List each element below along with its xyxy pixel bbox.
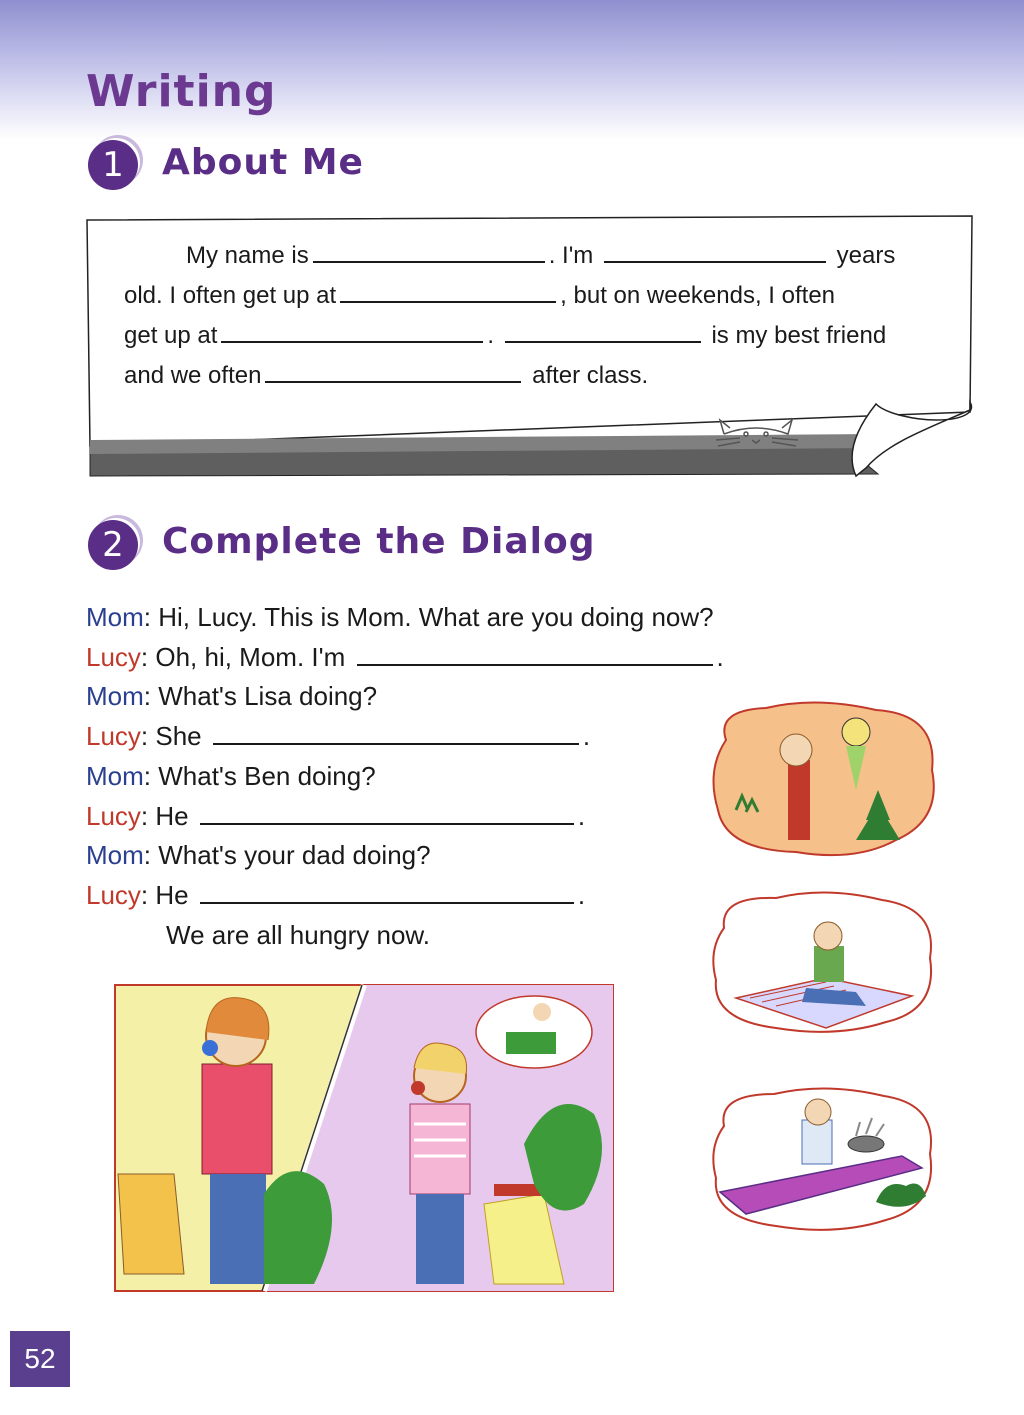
lisa-activity-blank[interactable] <box>213 723 579 745</box>
dialog-text: : What's Ben doing? <box>143 760 376 791</box>
text-get-up-at: get up at <box>124 322 218 349</box>
dialog-block <box>86 598 724 955</box>
section-2-title: Complete the Dialog <box>162 521 596 562</box>
text-and-we-often: and we often <box>124 362 262 389</box>
name-blank[interactable] <box>313 241 545 263</box>
lisa-kite-illustration <box>706 700 938 860</box>
dialog-line <box>86 836 724 876</box>
speaker-lucy: Lucy <box>86 641 141 672</box>
speaker-lucy: Lucy <box>86 879 141 910</box>
activity-blank[interactable] <box>265 361 521 383</box>
dialog-text: : He <box>140 879 189 910</box>
dialog-text: : Hi, Lucy. This is Mom. What are you doing now? <box>143 602 714 632</box>
text-but-on-weekends: , but on weekends, I often <box>560 282 836 309</box>
dialog-end: . <box>577 879 586 910</box>
weekend-time-blank[interactable] <box>221 321 483 343</box>
dialog-line <box>86 876 724 916</box>
text-best-friend: is my best friend <box>711 322 887 349</box>
dialog-text: : She <box>140 721 202 752</box>
dad-cooking-illustration <box>706 1082 938 1242</box>
dialog-end: . <box>716 641 724 672</box>
age-blank[interactable] <box>604 241 826 263</box>
text-old-get-up: old. I often get up at <box>124 282 337 309</box>
dialog-line <box>86 677 724 717</box>
weekday-time-blank[interactable] <box>340 281 556 303</box>
dialog-line <box>86 717 724 757</box>
lucy-activity-blank[interactable] <box>357 644 713 666</box>
section-1-number: 1 <box>88 140 138 190</box>
dialog-closing: We are all hungry now. <box>166 919 430 950</box>
about-me-paragraph <box>124 236 944 396</box>
dialog-end: . <box>577 800 586 831</box>
speaker-lucy: Lucy <box>86 721 141 752</box>
best-friend-blank[interactable] <box>505 321 701 343</box>
dad-activity-blank[interactable] <box>200 882 574 904</box>
dialog-end: . <box>582 721 591 752</box>
about-me-note-card <box>86 214 978 482</box>
text-my-name-is: My name is <box>186 242 309 269</box>
speaker-mom: Mom <box>86 681 144 712</box>
ben-activity-blank[interactable] <box>200 803 574 825</box>
dialog-text: : He <box>140 800 189 831</box>
phone-call-illustration <box>114 984 614 1292</box>
speaker-mom: Mom <box>86 602 144 632</box>
section-1-title: About Me <box>162 142 364 183</box>
speaker-mom: Mom <box>86 760 144 791</box>
speaker-mom: Mom <box>86 840 144 871</box>
ben-sneezing-illustration <box>706 888 938 1038</box>
text-after-class: after class. <box>532 362 649 389</box>
page-title: Writing <box>86 66 277 117</box>
page-number: 52 <box>10 1331 70 1387</box>
dialog-text: : Oh, hi, Mom. I'm <box>140 641 346 672</box>
dialog-text: : What's Lisa doing? <box>143 681 378 712</box>
speaker-lucy: Lucy <box>86 800 141 831</box>
section-2-number: 2 <box>88 520 138 570</box>
dialog-line <box>86 598 724 638</box>
text-im: . I'm <box>548 242 594 269</box>
text-years: years <box>836 242 896 269</box>
dialog-line <box>86 797 724 837</box>
dialog-text: : What's your dad doing? <box>143 840 431 871</box>
dialog-line <box>86 757 724 797</box>
dialog-line <box>86 638 724 678</box>
text-period: . <box>487 322 495 349</box>
